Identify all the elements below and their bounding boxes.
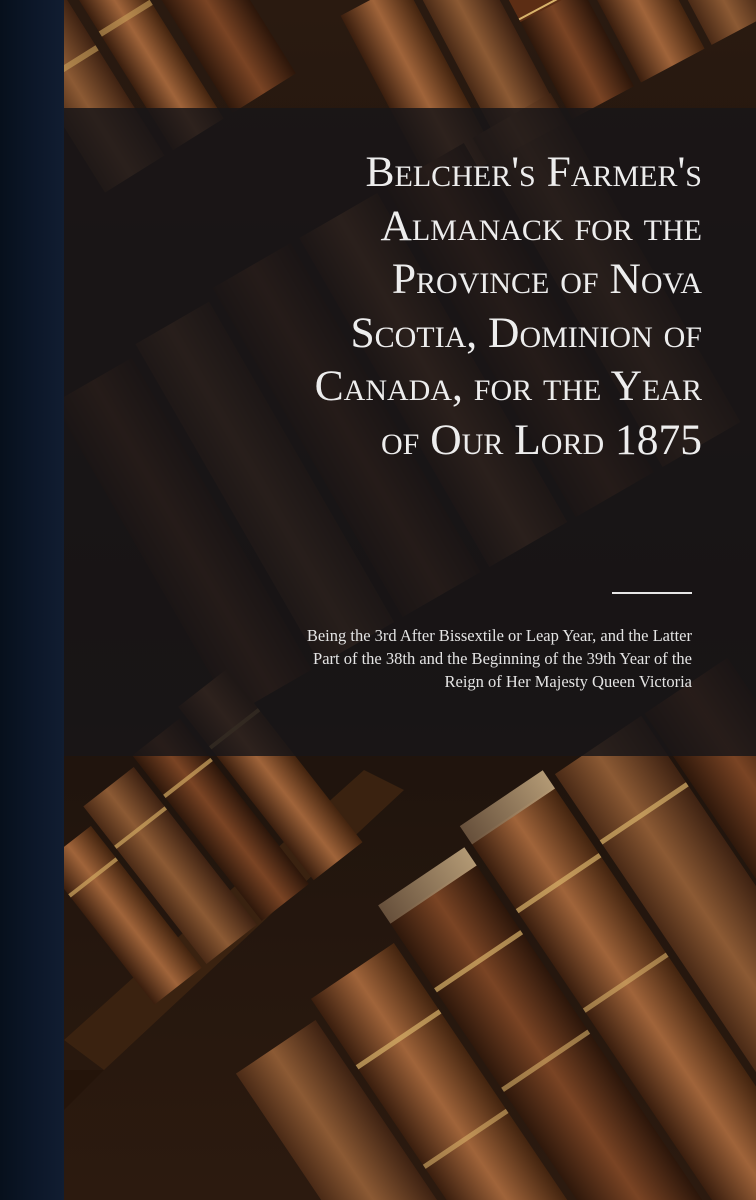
book-title: Belcher's Farmer's Almanack for the Province of Nova Scotia, Dominion of Canada, for the Year of Our Lord 1875 <box>314 148 702 464</box>
book-subtitle: Being the 3rd After Bissextile or Leap Year, and the Latter Part of the 38th and the Beginning of the 39th Year of the Reign of Her Majesty Queen Victoria <box>306 626 692 691</box>
cover-spine-strip <box>0 0 64 1200</box>
title-divider-rule <box>612 592 692 594</box>
